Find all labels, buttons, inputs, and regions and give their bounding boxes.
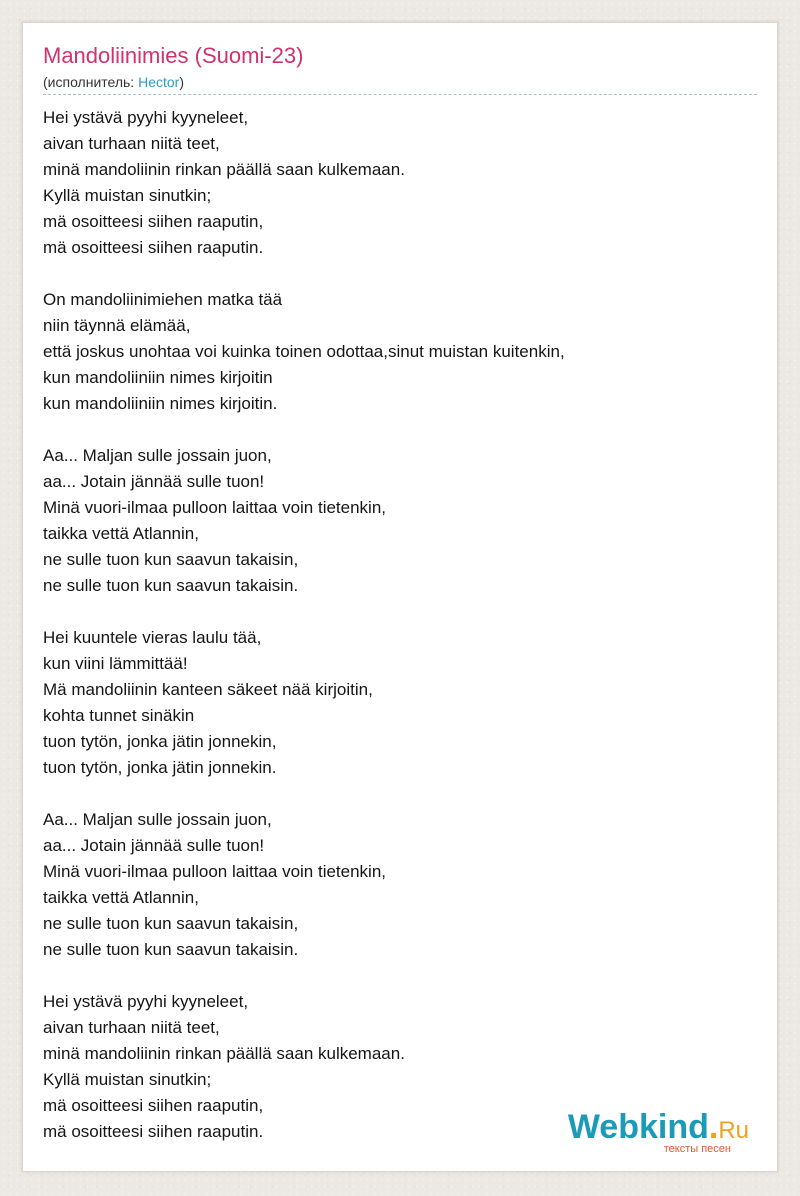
- lyric-line: kohta tunnet sinäkin: [43, 706, 195, 725]
- lyric-line: kun mandoliiniin nimes kirjoitin.: [43, 394, 278, 413]
- lyric-line: Kyllä muistan sinutkin;: [43, 1070, 212, 1089]
- lyric-line: kun viini lämmittää!: [43, 654, 188, 673]
- lyric-line: tuon tytön, jonka jätin jonnekin,: [43, 732, 277, 751]
- lyric-line: minä mandoliinin rinkan päällä saan kulkemaan.: [43, 160, 405, 179]
- lyrics-stanza: [43, 287, 759, 417]
- lyric-line: niin täynnä elämää,: [43, 316, 191, 335]
- site-logo[interactable]: [549, 1107, 749, 1161]
- lyric-line: mä osoitteesi siihen raaputin.: [43, 1122, 264, 1141]
- lyric-line: aivan turhaan niitä teet,: [43, 134, 220, 153]
- performer-suffix: ): [179, 74, 184, 90]
- lyric-line: ne sulle tuon kun saavun takaisin,: [43, 914, 299, 933]
- lyric-line: ne sulle tuon kun saavun takaisin.: [43, 940, 299, 959]
- lyric-line: aivan turhaan niitä teet,: [43, 1018, 220, 1037]
- lyric-line: On mandoliinimiehen matka tää: [43, 290, 283, 309]
- lyric-line: Hei ystävä pyyhi kyyneleet,: [43, 992, 249, 1011]
- lyrics-stanza: [43, 105, 759, 261]
- lyrics-card: [22, 22, 778, 1172]
- song-title: Mandoliinimies (Suomi-23): [43, 43, 304, 68]
- lyric-line: Minä vuori-ilmaa pulloon laittaa voin tietenkin,: [43, 862, 387, 881]
- lyrics-body: [43, 105, 759, 1145]
- lyric-line: mä osoitteesi siihen raaputin,: [43, 212, 264, 231]
- lyric-line: aa... Jotain jännää sulle tuon!: [43, 836, 265, 855]
- logo-dot: .: [708, 1108, 719, 1146]
- lyrics-stanza: [43, 625, 759, 781]
- logo-tld: Ru: [718, 1117, 749, 1144]
- lyric-line: Minä vuori-ilmaa pulloon laittaa voin tietenkin,: [43, 498, 387, 517]
- lyric-line: Hei kuuntele vieras laulu tää,: [43, 628, 262, 647]
- lyric-line: kun mandoliiniin nimes kirjoitin: [43, 368, 273, 387]
- lyric-line: minä mandoliinin rinkan päällä saan kulkemaan.: [43, 1044, 405, 1063]
- lyric-line: Aa... Maljan sulle jossain juon,: [43, 446, 272, 465]
- lyric-line: aa... Jotain jännää sulle tuon!: [43, 472, 265, 491]
- lyric-line: Aa... Maljan sulle jossain juon,: [43, 810, 272, 829]
- lyric-line: taikka vettä Atlannin,: [43, 888, 199, 907]
- title-divider: [43, 94, 757, 95]
- logo-tagline: тексты песен: [663, 1143, 731, 1155]
- lyric-line: ne sulle tuon kun saavun takaisin.: [43, 576, 299, 595]
- lyric-line: Hei ystävä pyyhi kyyneleet,: [43, 108, 249, 127]
- lyric-line: mä osoitteesi siihen raaputin,: [43, 1096, 264, 1115]
- lyric-line: että joskus unohtaa voi kuinka toinen odottaa,sinut muistan kuitenkin,: [43, 342, 565, 361]
- performer-prefix: (исполнитель:: [43, 74, 139, 90]
- logo-word: Webkind: [567, 1108, 709, 1146]
- lyric-line: taikka vettä Atlannin,: [43, 524, 199, 543]
- performer-line: [43, 73, 184, 91]
- lyric-line: mä osoitteesi siihen raaputin.: [43, 238, 264, 257]
- lyrics-stanza: [43, 807, 759, 963]
- performer-link[interactable]: Hector: [138, 74, 180, 90]
- lyric-line: tuon tytön, jonka jätin jonnekin.: [43, 758, 277, 777]
- lyric-line: Kyllä muistan sinutkin;: [43, 186, 212, 205]
- lyrics-stanza: [43, 443, 759, 599]
- lyric-line: ne sulle tuon kun saavun takaisin,: [43, 550, 299, 569]
- lyric-line: Mä mandoliinin kanteen säkeet nää kirjoitin,: [43, 680, 373, 699]
